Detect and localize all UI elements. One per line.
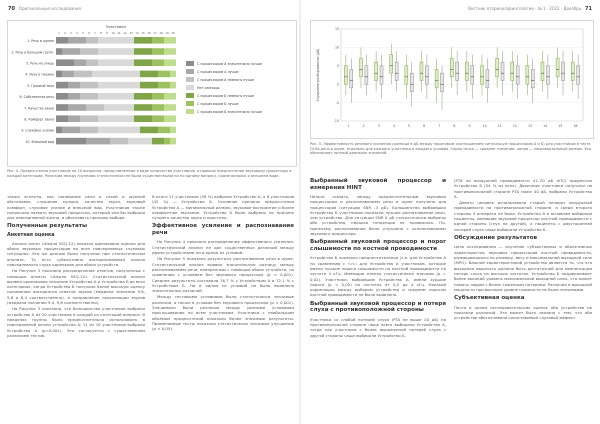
section-heading: Выбранный звуковой процессор и потеря слуха с противоположной стороны [310, 300, 446, 314]
category-label: 6. Собственная речь [19, 95, 54, 100]
legend-label: С процессором А немного лучше [197, 78, 255, 83]
box [425, 66, 428, 84]
category-label: 7. Качество звука [24, 106, 54, 111]
bar-segment [62, 48, 80, 55]
bar-segment [158, 127, 170, 134]
legend-label: С процессором А значительно лучше [197, 62, 262, 67]
bar-segment [56, 138, 86, 145]
right-page [300, 0, 600, 424]
x-tick-label: 8 [453, 124, 456, 128]
bar-segment [164, 115, 176, 122]
bar-segment [170, 127, 176, 134]
left-running-title: Оригинальные исследования [18, 6, 81, 11]
bar-segment [110, 138, 128, 145]
box [350, 69, 353, 87]
x-tick-label: 16 [573, 124, 578, 128]
legend-swatch [186, 77, 194, 82]
bar-segment [152, 93, 164, 100]
right-running-head [468, 6, 592, 12]
scale-tick-label: 13 [129, 32, 133, 35]
bar-segment [98, 93, 134, 100]
box [531, 69, 534, 87]
legend-label: С процессором Б лучше [197, 102, 239, 107]
box [390, 55, 393, 73]
bar-segment [152, 48, 164, 55]
category-label: 3. Речь на улице [26, 61, 54, 66]
scale-tick-label: 10 [111, 32, 115, 35]
bar-segment [134, 37, 152, 44]
right-column-2 [454, 178, 592, 322]
figure-1 [7, 20, 297, 167]
x-tick-label: 15 [558, 124, 563, 128]
bar-segment [74, 59, 86, 66]
scale-tick-label: 17 [153, 32, 157, 35]
x-tick-label: 12 [512, 124, 517, 128]
scale-tick-label: 12 [123, 32, 127, 35]
box [486, 69, 489, 87]
x-tick-label: 1 [347, 124, 350, 128]
legend-swatch [186, 109, 194, 114]
category-label: 10. Внешний вид [25, 139, 54, 144]
bar-segment [158, 71, 170, 78]
legend-swatch [186, 101, 194, 106]
legend-label: С процессором Б значительно лучше [197, 110, 262, 115]
scale-tick-label: 2 [64, 32, 66, 35]
bar-segment [80, 82, 98, 89]
section-heading: Обсуждение результатов [454, 234, 537, 241]
bar-segment [86, 37, 98, 44]
legend-label: С процессором А лучше [197, 70, 239, 75]
subsection-heading: Анкетная оценка [7, 232, 55, 238]
box [501, 62, 504, 80]
bar-segment [56, 127, 62, 134]
paragraph: также аспекты, как понимание речи в тихой и шумной обстановке, слушание музыки, качество звука, звуковой комфорт, слуховое усилие и внешний вид. Участников также попросили назвать звуковой процессор, который они бы выбрали для повседневной жизни, и обосновать причины выбора. [7, 194, 145, 221]
section-heading: Полученные результаты [7, 223, 88, 230]
bar-segment [56, 104, 68, 111]
x-tick-label: 4 [392, 124, 395, 128]
right-page-number: 71 [585, 6, 592, 12]
scale-tick-label: 14 [135, 32, 139, 35]
scale-tick-label: 8 [100, 32, 102, 35]
paragraph: На Рисунке 3 показано распределение ответов, полученных с помощью анкеты «Шкала SSQ-12». Статистический анализ выявил одинаковое значение Устройства А и Устройства Б во всех категориях, когда Устройство Б получило более высокую оценку пониманию восприятия ответов звуков (медиана значение 9,8, 9,8 и 8,4 соответственно), и направления локализации звуков (медиана значение 9,4, 9,6 соответственно). [7, 268, 145, 306]
bar-segment [152, 59, 164, 66]
left-column-1 [7, 194, 145, 339]
bar-segment [152, 104, 164, 111]
preference-stacked-bar-chart [8, 21, 296, 166]
box [375, 62, 378, 80]
bar-segment [152, 115, 164, 122]
boxplot-chart [311, 21, 593, 138]
bar-segment [68, 115, 80, 122]
figure-2-caption: Рис. 5. Эффективность речевого усиления (разница в дБ между пороговым соотношением сигнал/шум процессоров А и Б) для участников в тесте OLSA-речь в шуме, отдельно для каждого участника и каждого условия. Серая точка — среднее значение; линии — межквартильный размах. Усы обозначают полный диапазон значений. [310, 142, 592, 156]
bar-segment [170, 82, 176, 89]
y-tick-label: 5 [336, 64, 339, 68]
bar-segment [164, 104, 176, 111]
paragraph: В итоге 11 участников (58 %) выбрали Устройство А, а 8 участников (42 %) — Устройство Б. Основное причины предпочтения Устройства А — минимальный размер, звуковое восприятие и более комфортное звучание. Устройство Б было выбрано по причине лучшего качества звука и простоты. [152, 194, 294, 221]
figure-2 [310, 20, 594, 139]
section-heading: Эффективное усиление и распознавание речи [152, 223, 294, 236]
legend-swatch [186, 93, 194, 98]
box [420, 62, 423, 80]
box [359, 58, 362, 76]
bar-segment [164, 37, 176, 44]
x-tick-label: 13 [528, 124, 533, 128]
bar-segment [134, 59, 152, 66]
scale-tick-label: 5 [82, 32, 84, 35]
box [556, 58, 559, 76]
category-label: 4. Речь в тишине [25, 72, 54, 77]
bar-segment [56, 48, 62, 55]
bar-segment [134, 104, 152, 111]
category-label: 8. Комфорт звука [24, 117, 54, 122]
left-page-number: 70 [8, 6, 15, 12]
box [571, 62, 574, 80]
bar-segment [68, 93, 80, 100]
left-running-head [8, 6, 81, 12]
bar-segment [104, 104, 134, 111]
bar-segment [80, 127, 98, 134]
section-heading: Субъективная оценка [454, 295, 525, 302]
box [344, 66, 347, 84]
paragraph: На Рисунке 3 показано, что большинство участников выбрали устройство А из 20 участников в каждой из категорий вопроса. В пределах группы было предпочтительно использовать в повседневной жизни устройство А; 11 из 19 участников выбрали Устройство А (p=0,001). Это согласуется с существенным различием тестов. [7, 306, 145, 338]
figure-1-caption: Рис. 4. Предпочтения участников по 10 вопросам, представленные в виде количества участников, отдавших предпочтение звуковому процессору в каждой категории. Различия между группами статистически не были существенными ни по одному вопросу, кроме вопроса о внешнем виде. [7, 169, 292, 178]
scale-tick-label: 3 [70, 32, 72, 35]
y-tick-label: -5 [335, 100, 339, 105]
box [410, 73, 413, 91]
x-tick-label: 9 [468, 124, 471, 128]
scale-tick-label: 16 [147, 32, 151, 35]
scale-tick-label: 15 [141, 32, 145, 35]
right-running-title: Вестник оториноларингологии · № 1 · 2022 · Декабрь [468, 6, 582, 11]
bar-segment [56, 115, 68, 122]
x-tick-label: 7 [438, 124, 441, 128]
box [496, 58, 499, 76]
paragraph: Анализ анкет (Шкала SSQ-12) показал одинаковое оценки для обоих звуковых процессоров во всех повседневных слуховых ситуациях. Эти же данные были получены при статистическом анализе. То есть субъективно воспринимаемый польза повседневного слуха одинакова для обоих устройств. [7, 240, 145, 267]
bar-segment [56, 82, 68, 89]
x-tick-label: 11 [497, 124, 502, 128]
bar-segment [134, 93, 152, 100]
paragraph: Девять человек использовали старый аппарат воздушной проводимости на противоположной стороне, а среди второго стороны 4 аппарата не было. Устройство А в основном выбирали пациенты, имеющие звуковой процессор костной проводимости с одной стороны (слух на другой), а пациенты с двусторонней потерей слуха чаще выбирали Устройство Б. [454, 200, 592, 232]
bar-segment [98, 82, 140, 89]
paragraph: Нельзя сказать, между предпочтительным звуковым процессором и распознаванием речи в шуме получено для процессоров (ситуации SNR -3 дБ). Большинство выбравших Устройство Б участников показали лучшее распознавание речи, чем устройство. Для ситуации SNR 0 дБ статистически выбраны обе устройства, никакая тенденция не проявилась. По-прежнему распознавание было улучшено с использованием звукового процессора. [310, 194, 446, 237]
bar-segment [86, 104, 104, 111]
bar-segment [80, 48, 98, 55]
paragraph: Цель исследования — изучение субъективных и объективных характеристик звуковых процессоров костной проводимости, размещающихся по размеру, весу и максимальной выходной силе (MPO). Важной характеристикой устройства является то, что его выходная мощность должна быть достаточной для компенсации потерь слуха на высоких частотах. Устройство Б поддерживает более высокий уровень максимальной выходной силы, что может помочь людям с более тяжёлыми потерями. Различия в выходной мощности при высоком уровне громкости не были значимыми. [454, 244, 592, 292]
bar-segment [62, 127, 80, 134]
paragraph: Участники со слабой потерей слуха (PTA не выше 20 дБ) на противоположной стороне чаще всего выбирали Устройство А, тогда как участники с более выраженной потерей слуха с другой стороны чаще выбирали Устройство Б. [310, 316, 446, 338]
paragraph: Почти в целом исследовательских оценок оба устройства не показали различий. Это может быть связано с тем, что оба устройства обеспечивали сопоставимый слуховой эффект. [454, 304, 592, 321]
bar-segment [68, 104, 86, 111]
y-tick-label: -10 [333, 119, 339, 124]
scale-tick-label: 9 [106, 32, 108, 35]
box [526, 66, 529, 84]
scale-tick-label: 7 [94, 32, 96, 35]
bar-segment [164, 59, 176, 66]
category-label: 5. Громкий звук [27, 83, 54, 88]
bar-segment [68, 82, 80, 89]
box [577, 66, 580, 84]
box [541, 62, 544, 80]
paragraph: На Рисунке 5 показано результаты распознавания речи в шуме. Статистический анализ выявил значительную разницу между распознаванием речи, измеренным с помощью обоих устройств, по сравнению с условием без звукового процессора (р < 0,001). Средние результаты составили 76,7 % с Устройством А и 72,1 % с Устройством Б. Ни в одном из условий не было выявлено значительных различий. [152, 256, 294, 294]
bar-segment [170, 71, 176, 78]
box [562, 62, 565, 80]
legend-swatch [186, 61, 194, 66]
x-tick-label: 5 [408, 124, 411, 128]
bar-segment [98, 59, 134, 66]
paragraph: (PTA по воздушной проводимости 41–70 дБ нПС) предпочли Устройство Б (54 % из всех). Двоичные участники получили на противоположной стороне PTA ниже 40 дБ, выбрали Устройство А. [454, 178, 592, 199]
bar-segment [92, 71, 140, 78]
box [465, 62, 468, 80]
left-column-2 [152, 194, 294, 333]
bar-segment [170, 138, 176, 145]
bar-segment [56, 37, 68, 44]
category-label: 1. Речь в шумне [27, 39, 54, 44]
y-tick-label: 0 [336, 82, 339, 87]
scale-tick-label: 19 [165, 32, 169, 35]
bar-segment [98, 48, 134, 55]
box [380, 66, 383, 84]
box [435, 69, 438, 87]
x-tick-label: 6 [423, 124, 426, 128]
y-axis-label: Улучшение разборчивости (дБ) [316, 48, 320, 102]
category-label: 2. Речь в большом групп. [11, 50, 54, 55]
box [450, 58, 453, 76]
scale-tick-label: 6 [88, 32, 90, 35]
bar-segment [86, 138, 110, 145]
box [480, 66, 483, 84]
box [456, 62, 459, 80]
bar-segment [128, 138, 152, 145]
legend-swatch [186, 85, 194, 90]
bar-segment [164, 93, 176, 100]
box [471, 66, 474, 84]
bar-segment [68, 37, 86, 44]
box [546, 66, 549, 84]
box [365, 66, 368, 84]
bar-segment [56, 59, 74, 66]
scale-tick-label: 4 [76, 32, 78, 35]
bar-segment [98, 37, 134, 44]
x-tick-label: 10 [482, 124, 487, 128]
y-tick-label: 10 [334, 45, 339, 50]
bar-segment [56, 71, 62, 78]
bar-segment [134, 48, 152, 55]
scale-tick-label: 20 [171, 32, 175, 35]
bar-segment [140, 82, 158, 89]
box [516, 66, 519, 84]
x-tick-label: 2 [362, 124, 365, 128]
bar-segment [98, 127, 140, 134]
box [395, 62, 398, 80]
box [511, 62, 514, 80]
scale-tick-label: 18 [159, 32, 163, 35]
bar-segment [80, 115, 98, 122]
bar-segment [56, 93, 68, 100]
x-tick-label: 3 [377, 124, 380, 128]
legend-label: С процессором Б немного лучше [197, 94, 255, 99]
legend-swatch [186, 69, 194, 74]
right-column-1 [310, 178, 446, 339]
bar-segment [164, 138, 170, 145]
category-label: 9. Слуховое усилие [21, 128, 54, 133]
paragraph: На Рисунке 4 показано распределение эффективного усиления. Статистический анализ не дал существенных различий между двумя устройствами ни в одном из условий. [152, 239, 294, 256]
bar-segment [134, 115, 152, 122]
scale-tick-label: 1 [58, 32, 60, 35]
paragraph: Устройство Б показало предпочтительное (т.е. для Устройства А по сравнению с т.п.) для Устройства А участников, которые имели лучшие пороги слышимости по костной проводимости на частоте 4 кГц. Имеющие ответы статистически значимы (р = 0,02). Участники, выбравшие Устройство А, имели худшие пороги (р < 0,05) на частотах от 0,5 до 4 кГц. Никакой корреляции между выбором устройства и средним порогом костной проводимости не было выявлено. [310, 255, 446, 298]
bar-segment [140, 71, 158, 78]
bar-segment [152, 37, 164, 44]
section-heading: Выбранный звуковой процессор и порог слышимости по костной проводимости [310, 239, 446, 252]
box [441, 73, 444, 91]
bar-segment [74, 71, 92, 78]
legend-title: Участники [106, 25, 126, 29]
scale-tick-label: 11 [117, 32, 121, 35]
bar-segment [98, 115, 134, 122]
bar-segment [152, 138, 164, 145]
bar-segment [86, 59, 98, 66]
bar-segment [158, 82, 170, 89]
bar-segment [140, 127, 158, 134]
bar-segment [62, 71, 74, 78]
section-heading: Выбранный звуковой процессор и измерения HINT [310, 178, 446, 191]
bar-segment [80, 93, 98, 100]
y-tick-label: 15 [334, 27, 339, 32]
legend-label: Нет разницы [197, 86, 220, 91]
bar-segment [164, 48, 176, 55]
x-tick-label: 14 [543, 124, 548, 128]
box [405, 66, 408, 84]
paragraph: Между тестовыми условиями были статистически значимые различия, а также в условии без звукового процессора (р < 0,001). Значимыми были различия между разными условиями прослушивания по всем участникам. Участники с наибольшим объёмом предпочтений показали более значимые результаты. Применяемые тесты показали статистически значимое улучшение (р < 0,05). [152, 294, 294, 332]
